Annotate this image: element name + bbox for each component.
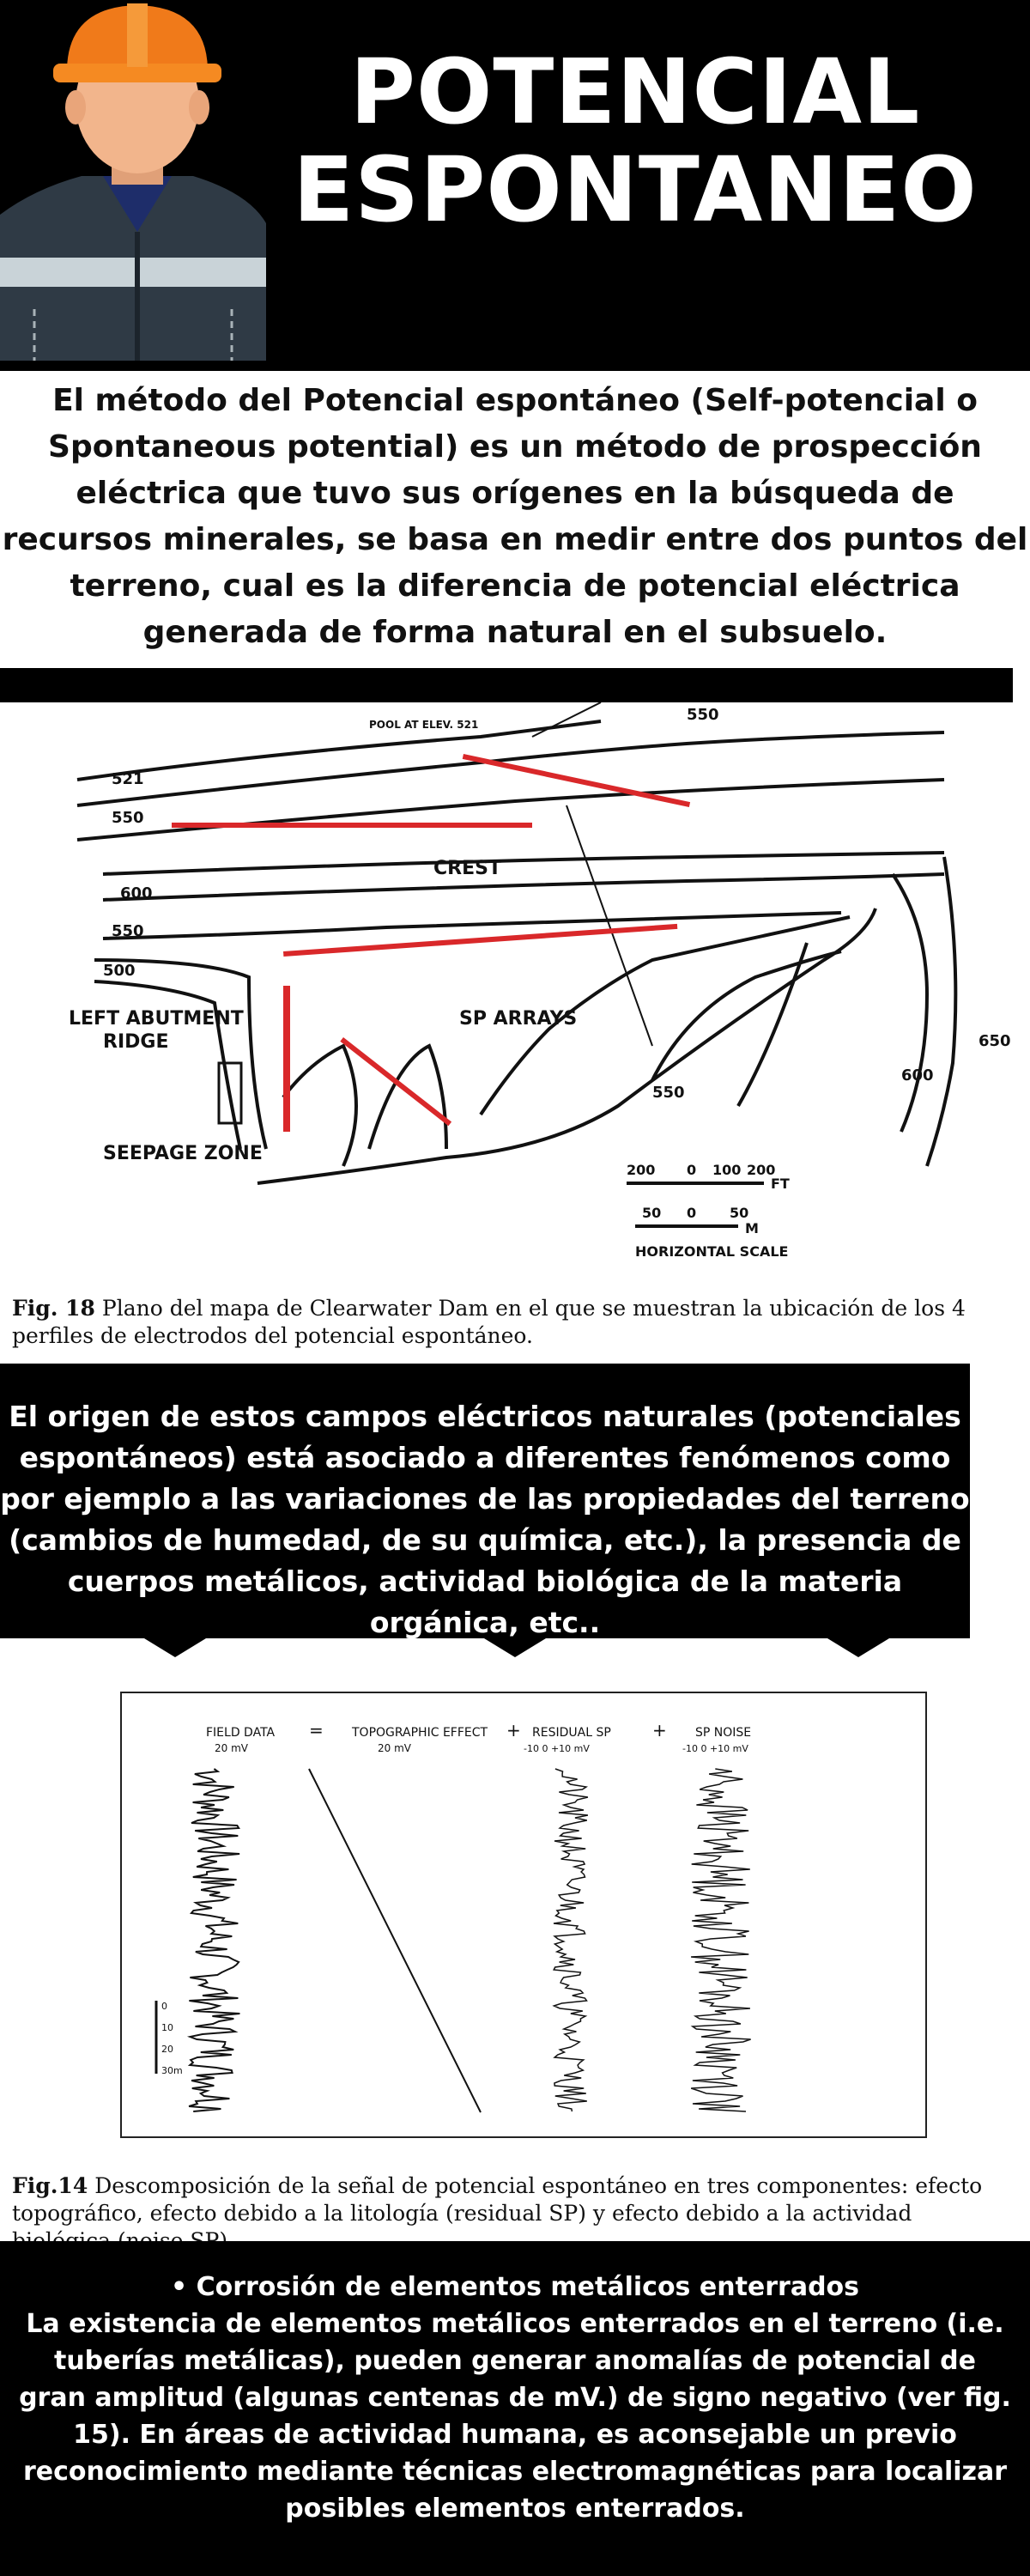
figure-18-caption bbox=[12, 1295, 1016, 1350]
pointer-triangle bbox=[484, 1638, 546, 1657]
scale-noise: -10 0 +10 mV bbox=[682, 1743, 748, 1754]
operator-equals: = bbox=[309, 1720, 324, 1741]
origin-text: El origen de estos campos eléctricos naturales (potenciales espontáneos) está asociado a diferentes fenómenos como por ejemplo a las variaciones de las propiedades del terreno (cambios de humedad, de su química, etc.), la presencia de cuerpos metálicos, actividad biológica de la materia orgánica, etc.. bbox=[0, 1400, 970, 1639]
pointer-triangle bbox=[144, 1638, 206, 1657]
scale-m-unit: M bbox=[745, 1220, 759, 1236]
label-seepage-zone: SEEPAGE ZONE bbox=[103, 1143, 263, 1164]
figure-14-caption-text: Descomposición de la señal de potencial espontáneo en tres componentes: efecto topográfico, efecto debido a la litología (residual SP) y efecto debido a la actividad bbox=[12, 2173, 983, 2226]
scale-residual: -10 0 +10 mV bbox=[524, 1743, 590, 1754]
page-title bbox=[258, 39, 1013, 242]
scale-title: HORIZONTAL SCALE bbox=[635, 1243, 789, 1260]
dam-map-figure bbox=[0, 702, 1030, 1269]
label-left-abutment: LEFT ABUTMENT bbox=[69, 1008, 244, 1030]
scale-m-1: 0 bbox=[687, 1205, 697, 1221]
scale-field-data: 20 mV bbox=[215, 1742, 248, 1754]
contour-600b: 600 bbox=[901, 1066, 934, 1084]
engineer-avatar-icon bbox=[0, 0, 275, 361]
sp-noise-trace bbox=[691, 1769, 751, 2111]
contour-550d: 550 bbox=[652, 1084, 685, 1102]
label-pool: POOL AT ELEV. 521 bbox=[369, 719, 479, 731]
depth-10: 10 bbox=[161, 2022, 173, 2033]
topographic-trend-line bbox=[309, 1769, 481, 2112]
scale-ft-1: 0 bbox=[687, 1162, 697, 1178]
title-line-2: ESPONTANEO bbox=[293, 137, 978, 242]
header-banner bbox=[0, 0, 1030, 371]
scale-ft-3: 200 bbox=[747, 1162, 776, 1178]
contour-550b: 550 bbox=[112, 922, 144, 940]
label-ridge: RIDGE bbox=[103, 1031, 169, 1053]
figure-18-caption-label: Fig. 18 bbox=[12, 1296, 95, 1321]
figure-18-caption-text: Plano del mapa de Clearwater Dam en el que se muestran la ubicación de los 4 perfiles de electrodos del potencial espontáneo. bbox=[12, 1296, 966, 1348]
depth-30: 30m bbox=[161, 2065, 183, 2076]
scale-m-2: 50 bbox=[730, 1205, 749, 1221]
title-line-1: POTENCIAL bbox=[349, 39, 921, 144]
figure-14-caption-label: Fig.14 bbox=[12, 2173, 88, 2198]
column-field-data: FIELD DATA bbox=[206, 1726, 276, 1740]
label-sp-arrays: SP ARRAYS bbox=[459, 1008, 578, 1030]
scale-topographic: 20 mV bbox=[378, 1742, 411, 1754]
contour-600: 600 bbox=[120, 884, 153, 902]
corrosion-heading: • Corrosión de elementos metálicos enterrados bbox=[170, 2272, 860, 2302]
contour-650: 650 bbox=[978, 1032, 1011, 1050]
depth-20: 20 bbox=[161, 2044, 173, 2055]
field-data-trace bbox=[189, 1769, 239, 2111]
pointer-triangle bbox=[827, 1638, 889, 1657]
divider-bar bbox=[0, 668, 1013, 702]
sp-array-markers bbox=[172, 754, 690, 1132]
scale-ft-0: 200 bbox=[627, 1162, 656, 1178]
sp-decomposition-figure bbox=[120, 1692, 927, 2138]
corrosion-text bbox=[17, 2269, 1013, 2527]
column-sp-noise: SP NOISE bbox=[695, 1726, 752, 1740]
depth-0: 0 bbox=[161, 2001, 167, 2012]
contour-521: 521 bbox=[112, 770, 144, 788]
operator-plus-2: + bbox=[652, 1720, 667, 1741]
horizontal-scale bbox=[627, 1162, 790, 1260]
figure-14 bbox=[0, 1662, 1030, 2237]
corrosion-body: La existencia de elementos metálicos enterrados en el terreno (i.e. tuberías metálicas), pueden generar anomalías de potencial de gran amplitud (algunas centenas de mV.) de signo negativo (ver fig. 15). En áreas de actividad humana, es aconsejable un previo reconocimiento mediante técnicas electromagnéticas para localizar posibles elementos enterrados. bbox=[19, 2309, 1011, 2524]
contour-550: 550 bbox=[112, 809, 144, 827]
label-crest: CREST bbox=[433, 858, 501, 879]
figure-18 bbox=[0, 702, 1030, 1364]
column-residual-sp: RESIDUAL SP bbox=[532, 1726, 611, 1740]
scale-ft-2: 100 bbox=[712, 1162, 742, 1178]
contour-550c: 550 bbox=[687, 706, 719, 724]
intro-paragraph: El método del Potencial espontáneo (Self-potencial o Spontaneous potential) es un método de prospección eléctrica que tuvo sus orígenes en la búsqueda de recursos minerales, se basa en medir entre dos puntos del terreno, cual es la diferencia de potencial eléctrica generada de forma natural en el subsuelo. bbox=[2, 383, 1028, 650]
column-topographic-effect: TOPOGRAPHIC EFFECT bbox=[352, 1726, 488, 1740]
residual-sp-trace bbox=[554, 1769, 588, 2111]
operator-plus-1: + bbox=[506, 1720, 521, 1741]
scale-ft-unit: FT bbox=[771, 1176, 790, 1192]
scale-m-0: 50 bbox=[642, 1205, 662, 1221]
contour-500: 500 bbox=[103, 962, 136, 980]
